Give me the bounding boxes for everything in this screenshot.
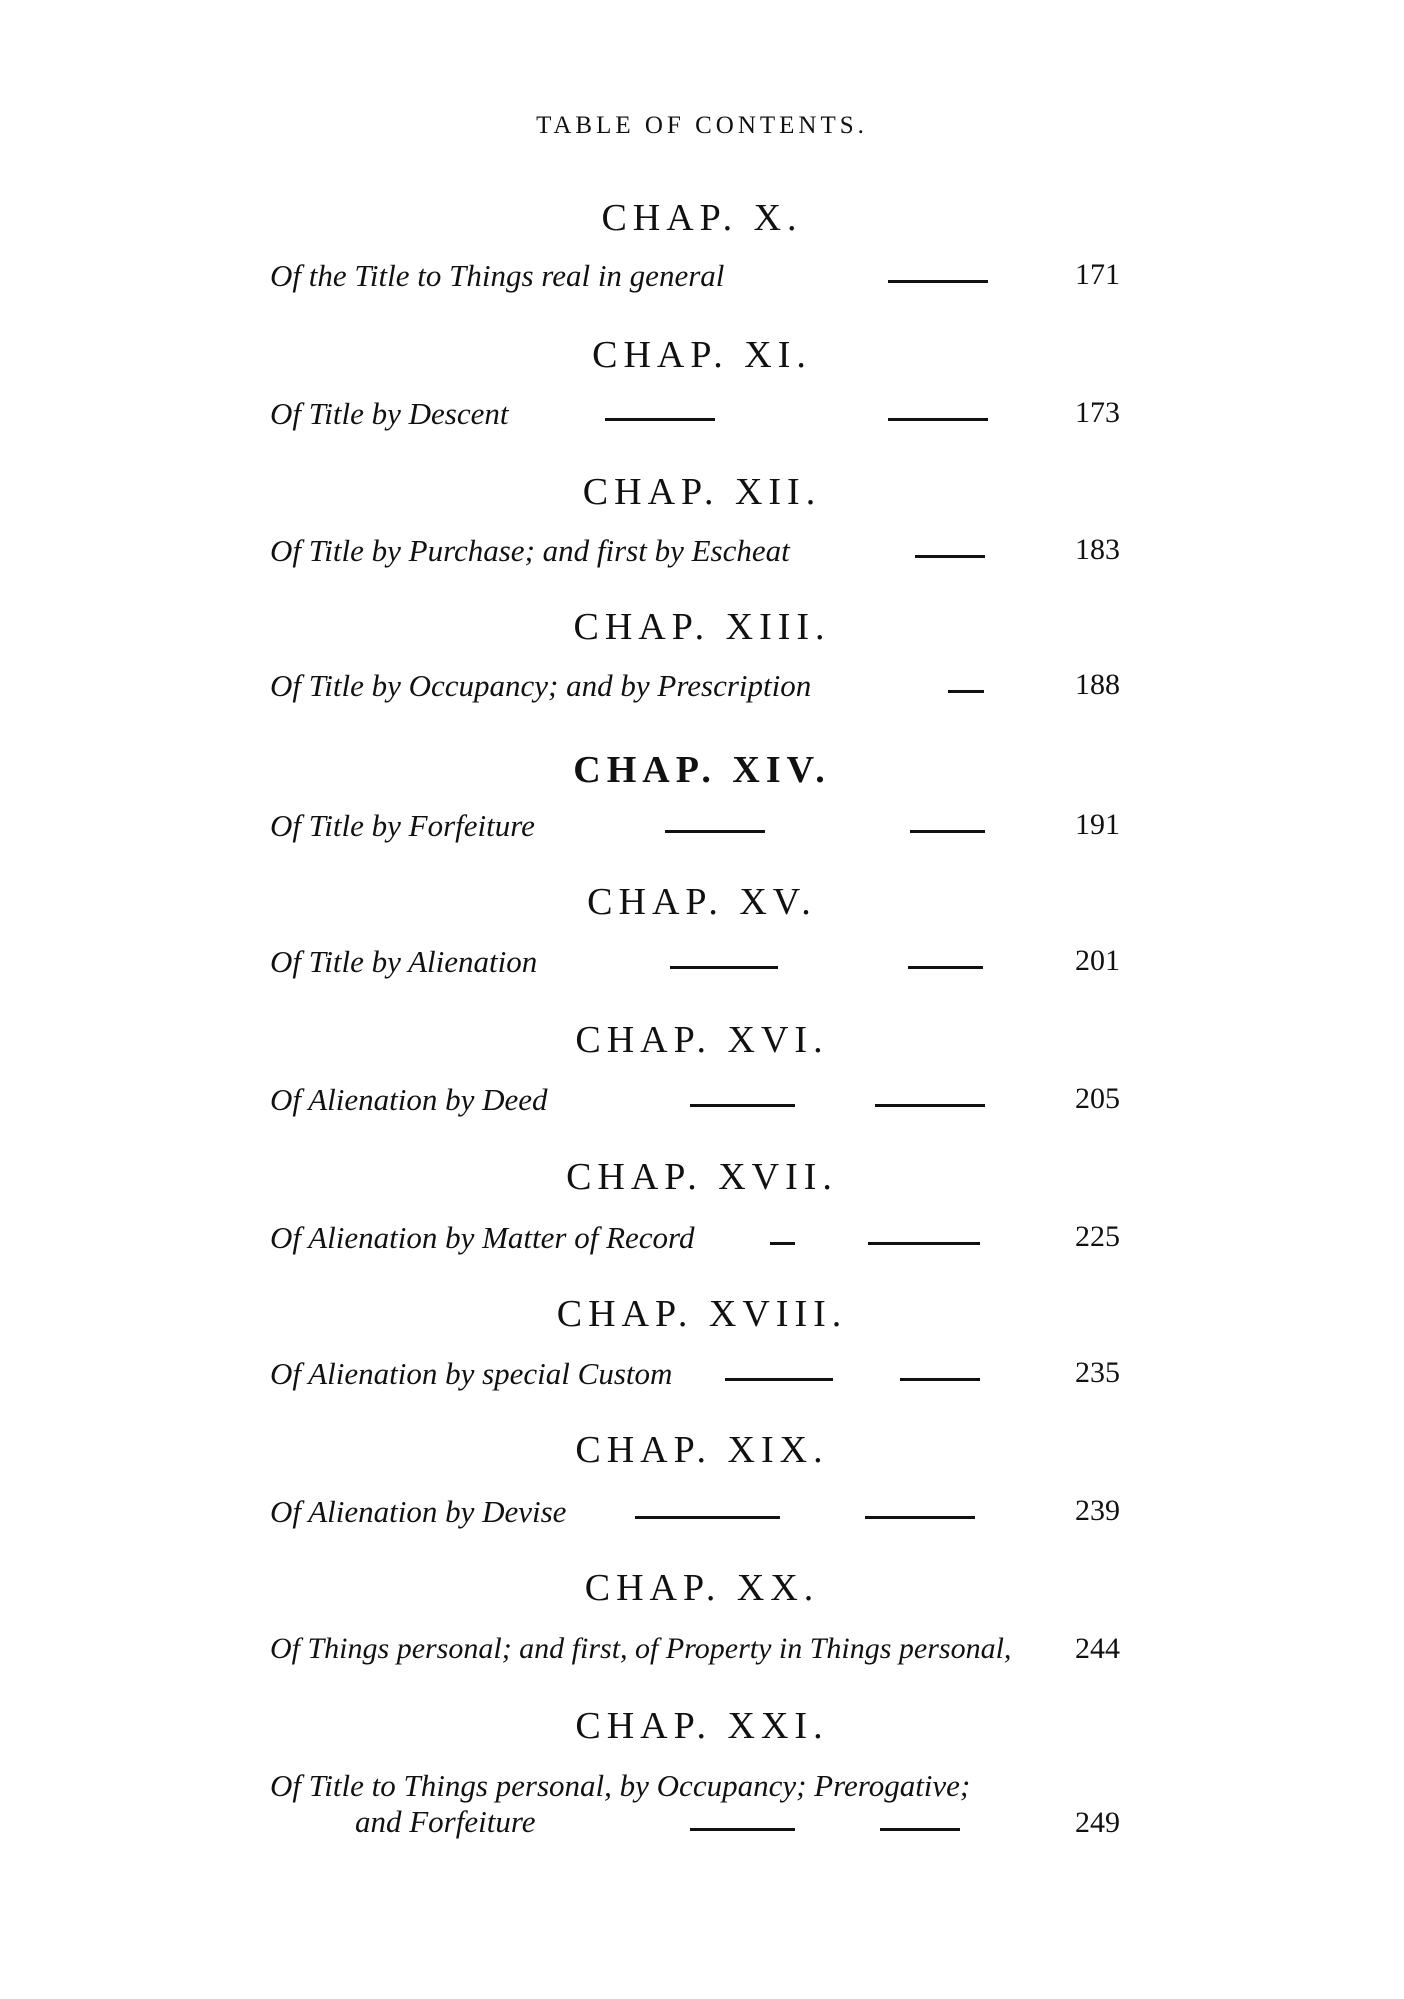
chapter-heading: CHAP. X. [601,197,803,239]
toc-entry[interactable] [250,1356,1150,1406]
toc-entry[interactable] [250,668,1150,718]
entry-title: Of Title by Forfeiture [270,808,535,843]
chapter-heading: CHAP. XIX. [575,1429,829,1471]
leader-dash [900,1378,980,1381]
toc-entry[interactable] [250,1632,1150,1682]
leader-dash [868,1242,980,1245]
leader-dash [665,830,765,833]
chapter-heading: CHAP. XVII. [566,1156,838,1198]
leader-dash [888,418,988,421]
page-number: 225 [1075,1220,1120,1253]
chapter-heading: CHAP. XVIII. [556,1293,848,1335]
page-number: 205 [1075,1082,1120,1115]
toc-entry[interactable] [250,1494,1150,1544]
chapter-heading: CHAP. XV. [587,881,817,923]
leader-dash [635,1516,780,1519]
page-number: 173 [1075,396,1120,429]
page-number: 249 [1075,1806,1120,1839]
leader-dash [770,1242,795,1245]
entry-title: Of Title by Occupancy; and by Prescription [270,668,812,703]
entry-title: Of Things personal; and first, of Property in Things personal, [270,1632,1012,1665]
entry-title: Of Alienation by Deed [270,1082,548,1117]
leader-dash [915,555,985,558]
toc-entry[interactable] [250,944,1150,994]
leader-dash [605,418,715,421]
chapter-heading: CHAP. XIV. [573,749,831,791]
entry-title: Of Title by Descent [270,396,509,431]
entry-title: Of Alienation by Matter of Record [270,1220,695,1255]
entry-title-continued: and Forfeiture [355,1804,536,1839]
page-number: 191 [1075,808,1120,841]
page-number: 235 [1075,1356,1120,1389]
toc-entry[interactable] [250,1220,1150,1270]
entry-title: Of Alienation by special Custom [270,1356,673,1391]
entry-title: Of Alienation by Devise [270,1494,567,1529]
page-number: 183 [1075,533,1120,566]
chapter-heading: CHAP. XXI. [575,1705,829,1747]
page-number: 171 [1075,258,1120,291]
leader-dash [865,1516,975,1519]
toc-entry[interactable] [250,533,1150,583]
chapter-heading: CHAP. XIII. [573,606,831,648]
toc-entry[interactable] [250,1768,1150,1858]
entry-title: Of the Title to Things real in general [270,258,725,293]
leader-dash [880,1828,960,1831]
entry-title: Of Title to Things personal, by Occupancy; Prerogative; [270,1768,971,1803]
chapter-heading: CHAP. XI. [592,334,812,376]
chapter-heading: CHAP. XX. [584,1567,820,1609]
leader-dash [725,1378,833,1381]
running-head: TABLE OF CONTENTS. [536,112,868,139]
page-number: 201 [1075,944,1120,977]
leader-dash [670,966,778,969]
leader-dash [690,1104,795,1107]
leader-dash [910,830,985,833]
leader-dash [888,280,988,283]
leader-dash [908,966,983,969]
chapter-heading: CHAP. XVI. [575,1019,829,1061]
page-number: 239 [1075,1494,1120,1527]
leader-dash [690,1828,795,1831]
toc-entry[interactable] [250,1082,1150,1132]
entry-title: Of Title by Alienation [270,944,538,979]
page-number: 188 [1075,668,1120,701]
toc-entry[interactable] [250,808,1150,858]
entry-title: Of Title by Purchase; and first by Escheat [270,533,790,568]
leader-dash [948,690,984,693]
leader-dash [875,1104,985,1107]
toc-entry[interactable] [250,258,1150,308]
page-number: 244 [1075,1632,1120,1665]
chapter-heading: CHAP. XII. [582,471,822,513]
toc-entry[interactable] [250,396,1150,446]
